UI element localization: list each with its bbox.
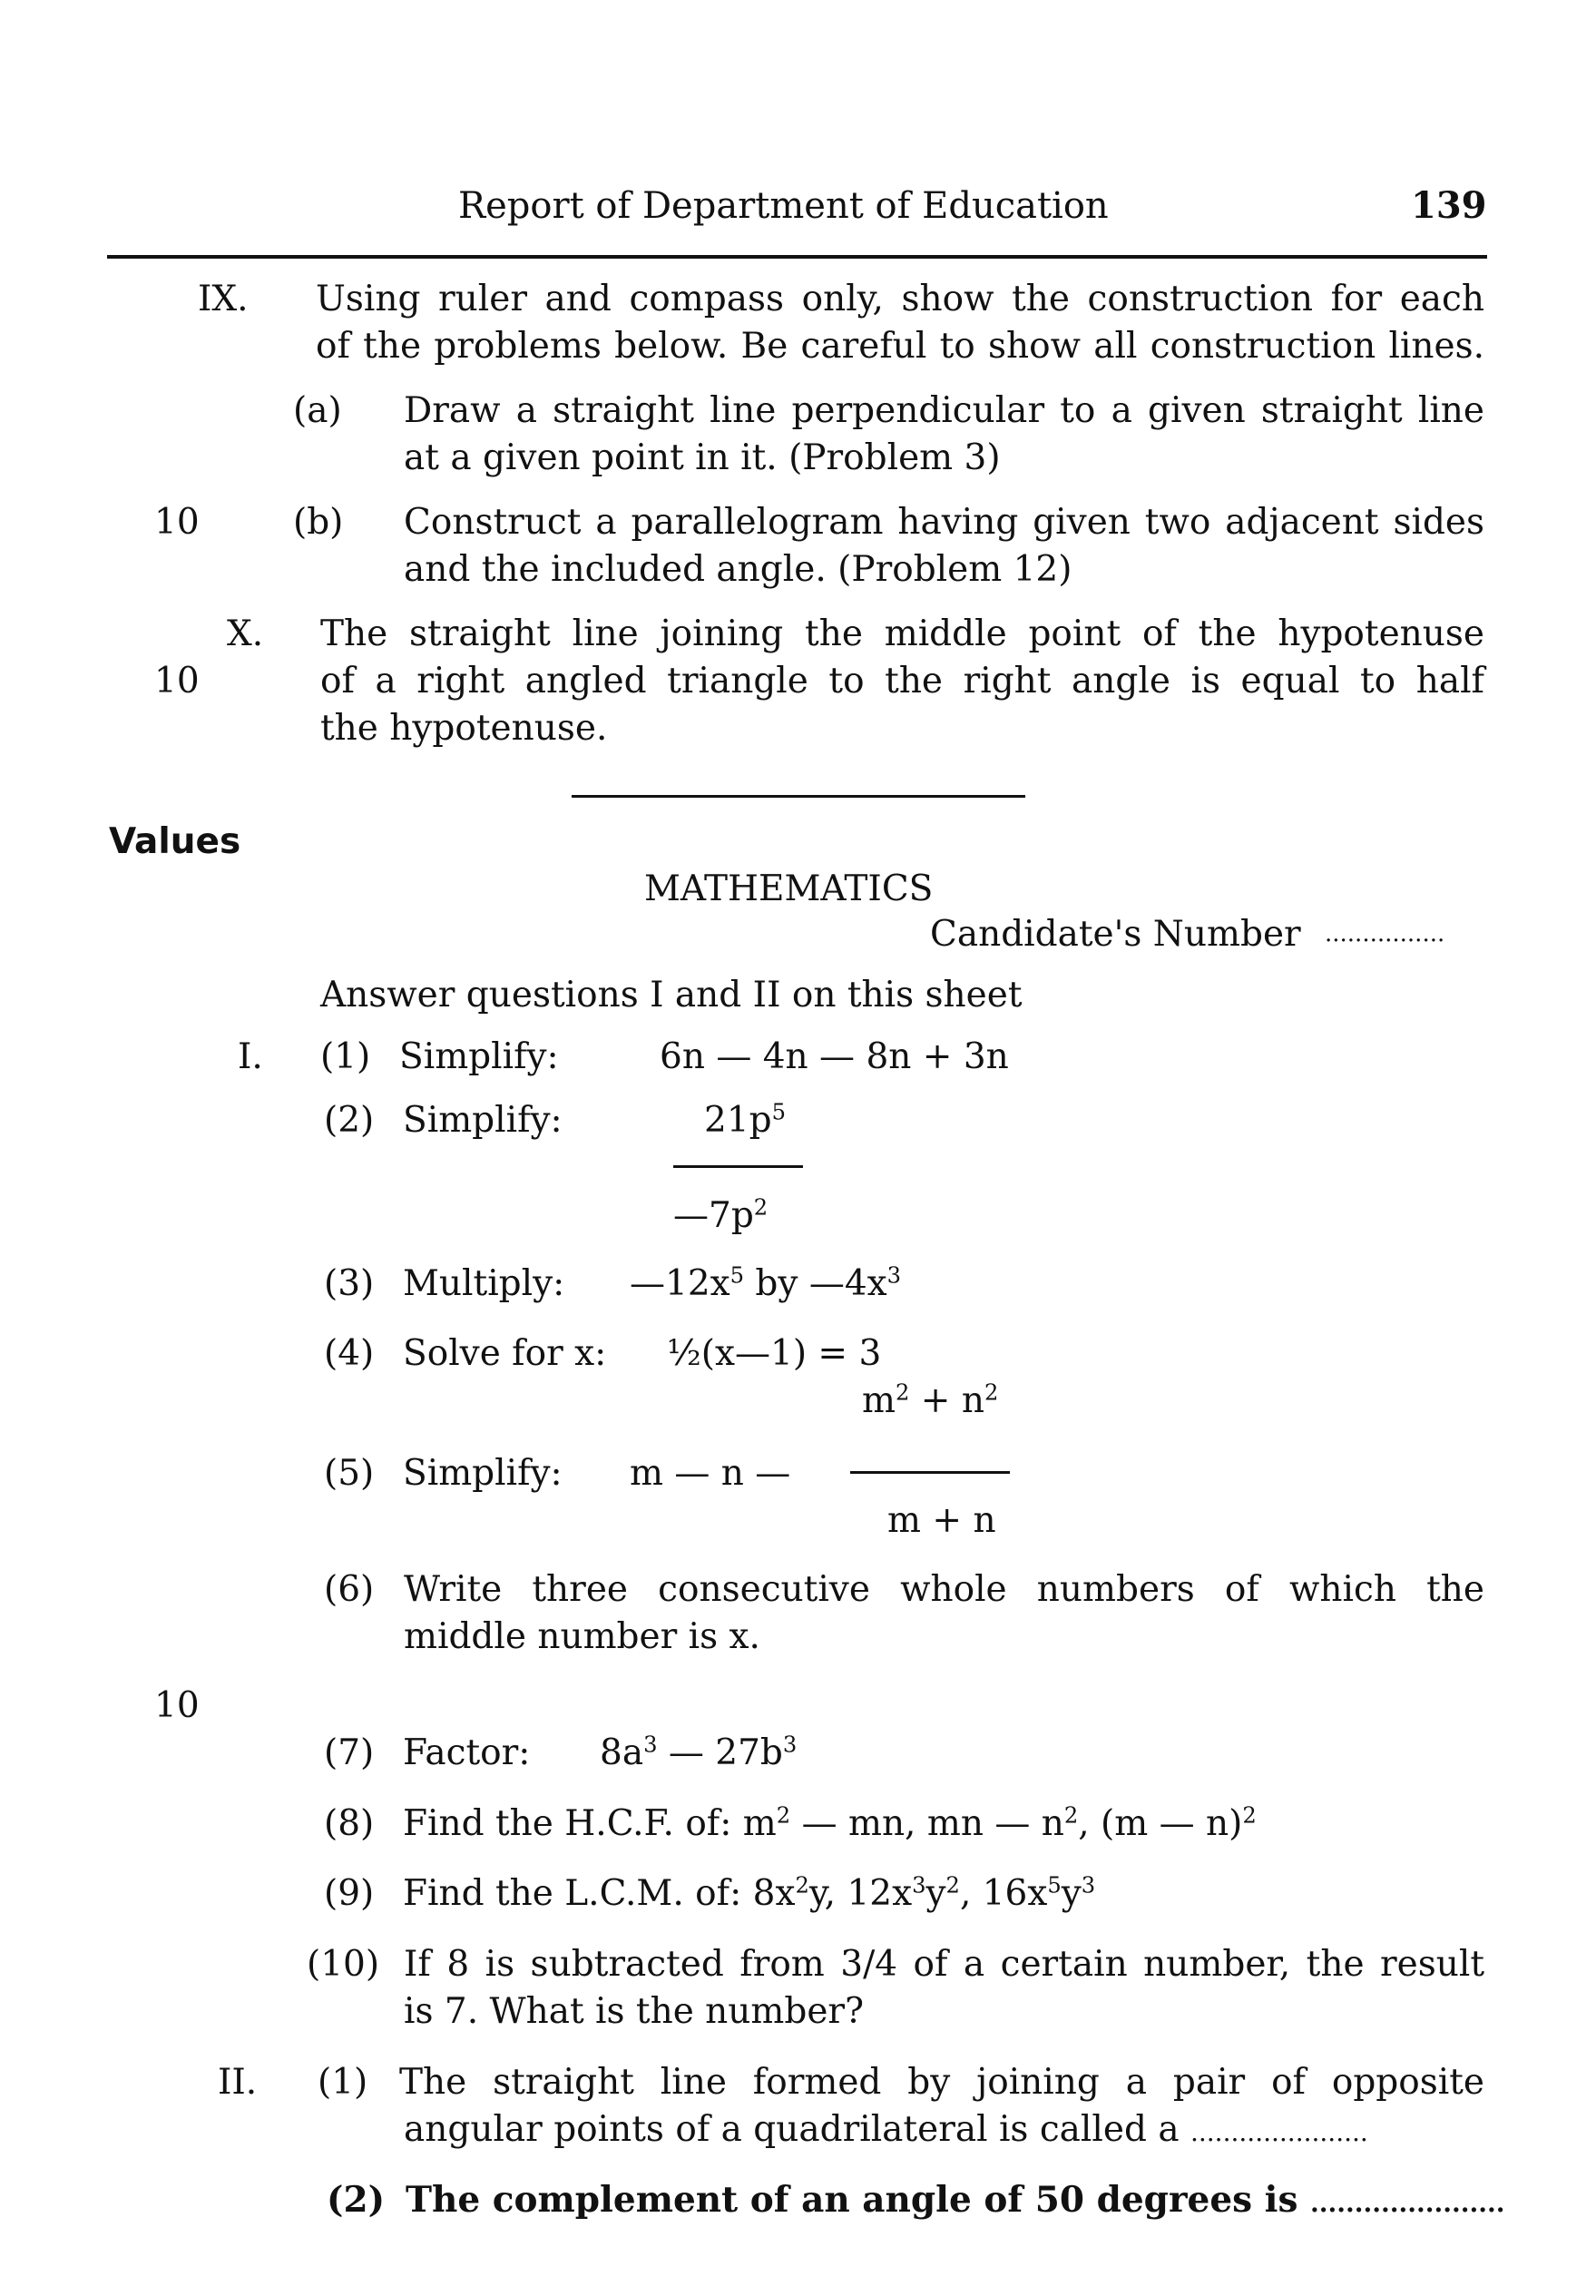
q3-label: (3) [324,1263,375,1304]
candidate-number-label: Candidate's Number [930,914,1301,955]
running-header-title: Report of Department of Education [458,185,1109,227]
ii-q1-line1: The straight line formed by joining a pair of opposite [399,2062,1484,2103]
section-ix-a-label: (a) [293,390,342,431]
section-ix-line2: of the problems below. Be careful to show all construction lines. [316,326,1484,367]
q4-prompt: Solve for x: [403,1333,607,1374]
part-i-value: 10 [154,1685,200,1726]
q2-label: (2) [324,1100,375,1141]
q5-prompt: Simplify: [403,1453,563,1494]
q7-prompt: Factor: [403,1732,531,1773]
page-number: 139 [1411,184,1487,227]
q3-expression: $—12x^5$ by $—4x^3$ [630,1262,902,1304]
q8-text: Find the H.C.F. of: $m^2$ — mn, mn — $n^2$, (m — n)$^2$ [403,1802,1257,1844]
q2-fraction-bar [673,1165,803,1168]
q5-denominator: m + n [887,1500,996,1541]
q4-label: (4) [324,1333,375,1374]
q10-label: (10) [307,1944,380,1985]
ii-q2-label: (2) [327,2179,386,2221]
q10-line2: is 7. What is the number? [404,1991,864,2032]
q5-fraction-bar [850,1471,1010,1474]
q4-expression: ½(x—1) = 3 [667,1333,882,1374]
q1-label: (1) [320,1036,371,1077]
section-ix-b-line2: and the included angle. (Problem 12) [404,549,1072,590]
section-divider [572,795,1025,798]
section-ix-line1: Using ruler and compass only, show the construction for each [316,279,1484,319]
q3-prompt: Multiply: [403,1263,565,1304]
q8-label: (8) [324,1803,375,1844]
section-ix-b-value: 10 [154,502,200,543]
part-i-numeral: I. [238,1036,263,1077]
section-x-line2: of a right angled triangle to the right angle is equal to half [320,661,1484,702]
values-column-heading: Values [109,821,241,862]
q9-label: (9) [324,1873,375,1914]
section-ix-b-line1: Construct a parallelogram having given two adjacent sides [404,502,1484,543]
section-ix-a-line1: Draw a straight line perpendicular to a given straight line [404,390,1484,431]
section-x-line1: The straight line joining the middle point of the hypotenuse [320,613,1484,654]
part-ii-numeral: II. [218,2062,258,2103]
q5-lead-terms: m — n — [630,1453,791,1494]
q9-text: Find the L.C.M. of: $8x^2y$, $12x^3y^2$, $16x^5y^3$ [403,1872,1096,1914]
ii-q1-label: (1) [318,2062,368,2103]
section-ix-numeral: IX. [198,279,249,319]
section-x-line3: the hypotenuse. [320,708,608,749]
q7-label: (7) [324,1732,375,1773]
ii-q1-answer-blank: ...................... [1190,2117,1368,2147]
ii-q2-text: The complement of an angle of 50 degrees is ...................... [406,2179,1505,2221]
q2-prompt: Simplify: [403,1100,563,1141]
q2-numerator: $21p^5$ [704,1099,786,1141]
ii-q1-line2: angular points of a quadrilateral is called a ...................... [404,2109,1368,2150]
section-ix-a-line2: at a given point in it. (Problem 3) [404,437,1001,478]
section-ix-b-label: (b) [293,502,344,543]
q6-line2: middle number is x. [404,1616,760,1657]
instructions: Answer questions I and II on this sheet [320,975,1023,1016]
q5-label: (5) [324,1453,375,1494]
candidate-number-field: ................ [1325,920,1445,947]
mathematics-title: MATHEMATICS [644,868,934,909]
q10-line1: If 8 is subtracted from 3/4 of a certain number, the result [404,1944,1484,1985]
header-rule [107,255,1487,259]
section-x-value: 10 [154,661,200,702]
q1-expression: 6n — 4n — 8n + 3n [660,1036,1009,1077]
q6-label: (6) [324,1569,375,1610]
section-x-numeral: X. [227,613,264,654]
q5-numerator: $m^2 + n^2$ [862,1379,999,1421]
q2-denominator: $—7p^2$ [673,1194,769,1236]
q6-line1: Write three consecutive whole numbers of which the [404,1569,1484,1610]
q7-expression: $8a^3$ — $27b^3$ [600,1732,798,1773]
ii-q2-answer-blank: ...................... [1310,2188,1505,2218]
q1-prompt: Simplify: [399,1036,559,1077]
